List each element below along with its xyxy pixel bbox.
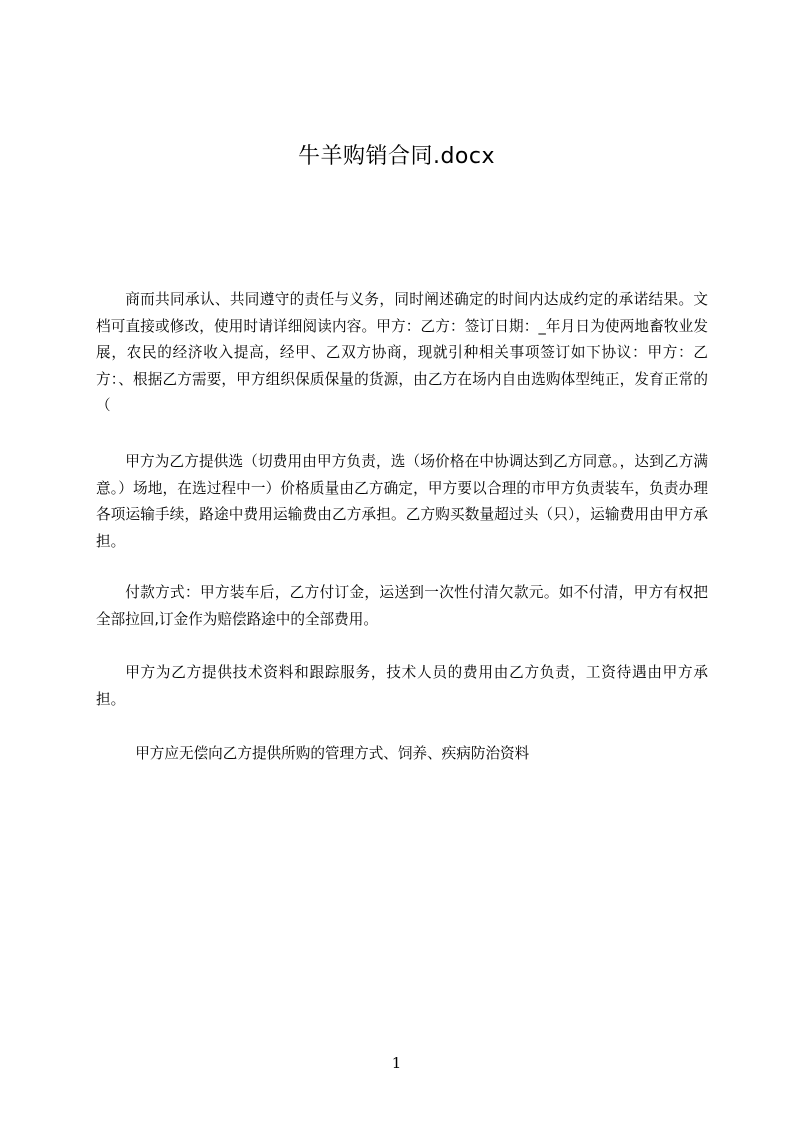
paragraph-3: 付款方式：甲方装车后，乙方付订金，运送到一次性付清欠款元。如不付清，甲方有权把全部拉回,订金作为赔偿路途中的全部费用。 [96, 584, 708, 628]
document-title: 牛羊购销合同.docx [297, 144, 496, 169]
paragraph-4: 甲方为乙方提供技术资料和跟踪服务，技术人员的费用由乙方负责，工资待遇由甲方承担。 [96, 664, 708, 708]
page-number: 1 [391, 1054, 402, 1072]
paragraph-1: 商而共同承认、共同遵守的责任与义务，同时阐述确定的时间内达成约定的承诺结果。文档可直接或修改，使用时请详细阅读内容。甲方：乙方：签订日期：_年月日为使两地畜牧业发展，农民的经济收入提高，经甲、乙双方协商，现就引种相关事项签订如下协议：甲方：乙方：、根据乙方需要，甲方组织保质保量的货源，由乙方在场内自由选购体型纯正，发育正常的（ [96, 291, 708, 414]
paragraph-2: 甲方为乙方提供选（切费用由甲方负责，选（场价格在中协调达到乙方同意。，达到乙方满意。）场地，在选过程中一）价格质量由乙方确定，甲方要以合理的市甲方负责装车，负责办理各项运输手续，路途中费用运输费由乙方承担。乙方购买数量超过头（只），运输费用由甲方承担。 [96, 453, 708, 550]
paragraph-5: 甲方应无偿向乙方提供所购的管理方式、饲养、疾病防治资料 [135, 745, 530, 762]
